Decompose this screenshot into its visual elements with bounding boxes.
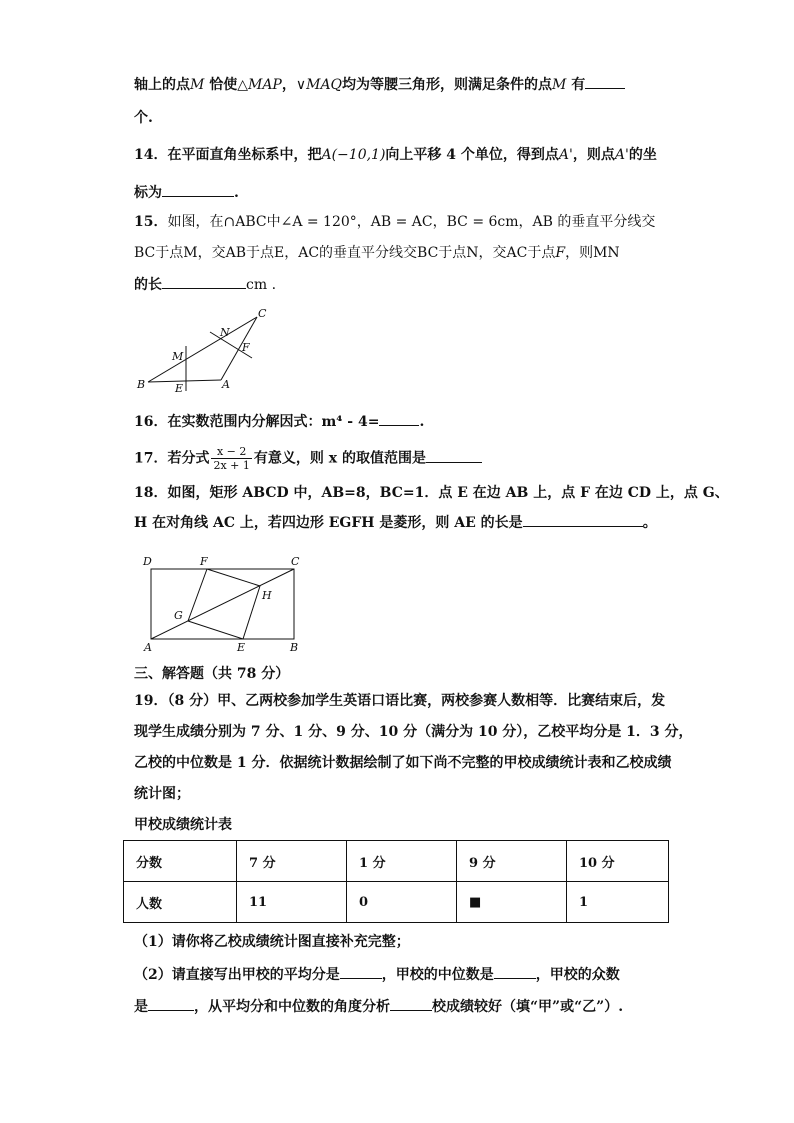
answer-blank[interactable]	[379, 411, 419, 426]
answer-blank[interactable]	[162, 182, 234, 197]
table-row	[124, 882, 669, 923]
label-g: G	[174, 609, 183, 622]
q13-triangle-maq: ∨MAQ	[295, 77, 343, 93]
score-table	[123, 840, 669, 923]
table-title: 甲校成绩统计表	[134, 817, 232, 833]
segment-eh	[243, 586, 260, 639]
q18-line1	[134, 483, 729, 503]
q16-text: 在实数范围内分解因式：m⁴ - 4=	[167, 414, 380, 430]
q16-number: 16．	[134, 414, 168, 430]
q19-text: ，从平均分和中位数的角度分析	[194, 999, 390, 1015]
q17-number: 17．	[134, 450, 168, 467]
label-a: A	[144, 641, 152, 654]
label-c: C	[291, 555, 300, 568]
q18-number: 18．	[134, 485, 168, 501]
q14-text: 向上平移 4 个单位，得到点	[385, 147, 559, 163]
q16-line	[134, 411, 424, 432]
q14-text: 在平面直角坐标系中，把	[167, 147, 322, 163]
segment-ge	[188, 621, 243, 639]
q19-line2: 现学生成绩分别为 7 分、1 分、9 分、10 分（满分为 10 分），乙校平均分是 1．3 分，	[134, 724, 693, 740]
q14-text: 的坐	[628, 147, 657, 163]
segment-bc	[148, 317, 257, 382]
q14-line1	[134, 145, 657, 165]
q15-unit: cm .	[246, 277, 277, 293]
fraction-denominator: 2x + 1	[213, 459, 250, 472]
table-cell: 10 分	[567, 841, 669, 882]
q19-text: （2）请直接写出甲校的平均分是	[134, 967, 340, 983]
q19-sub2	[134, 964, 620, 985]
q19-text: ，甲校的众数	[535, 967, 620, 983]
q15-var-f: F	[555, 245, 566, 261]
table-cell: 7 分	[237, 841, 347, 882]
answer-blank[interactable]	[494, 964, 536, 979]
q17-fraction	[211, 445, 251, 472]
q13-text: 均为等腰三角形，则满足条件的点	[342, 77, 553, 93]
q14-text: 标为	[134, 185, 162, 201]
q19-text: 是	[134, 999, 148, 1015]
q15-triangle-figure	[134, 305, 284, 395]
q13-triangle-map: △MAP	[237, 77, 282, 93]
q17-line	[134, 445, 482, 472]
answer-blank[interactable]	[523, 512, 643, 527]
diagonal-ac	[151, 569, 294, 639]
q13-line1	[134, 74, 625, 95]
label-c: C	[258, 307, 267, 320]
q14-line2	[134, 182, 239, 203]
q15-text: 如图，在∩ABC中∠A = 120°，AB = AC，BC = 6cm，AB 的垂直平分线交	[167, 214, 656, 230]
q14-point-a-prime: A'	[558, 147, 573, 163]
q13-text: 有	[571, 77, 586, 93]
label-b: B	[137, 378, 146, 391]
answer-blank[interactable]	[340, 964, 382, 979]
table-cell: 0	[347, 882, 457, 923]
label-a: A	[222, 378, 230, 391]
q19-text: 校成绩较好（填“甲”或“乙”）.	[432, 999, 624, 1015]
q13-var-m: M	[190, 77, 205, 93]
q19-text: ，甲校的中位数是	[381, 967, 494, 983]
q14-point-a: A(−10,1)	[321, 147, 386, 163]
q19-text: （8 分）甲、乙两校参加学生英语口语比赛，两校参赛人数相等．比赛结束后，发	[167, 693, 666, 709]
label-f: F	[200, 555, 208, 568]
q19-line4: 统计图；	[134, 786, 190, 802]
table-cell: 9 分	[457, 841, 567, 882]
q18-line2	[134, 512, 657, 533]
q19-sub1: （1）请你将乙校成绩统计图直接补充完整；	[134, 934, 410, 950]
q14-point-a-prime: A'	[614, 147, 629, 163]
q18-rectangle-figure	[138, 551, 308, 656]
q13-var-m: M	[552, 77, 567, 93]
q17-text: 若分式	[167, 450, 210, 467]
q19-line3: 乙校的中位数是 1 分．依据统计数据绘制了如下尚不完整的甲校成绩统计表和乙校成绩	[134, 755, 672, 771]
fraction-numerator: x − 2	[211, 445, 251, 459]
q14-end: .	[234, 185, 239, 201]
label-e: E	[237, 641, 246, 654]
label-b: B	[290, 641, 299, 654]
q17-text: 有意义，则 x 的取值范围是	[253, 450, 427, 467]
table-cell: 11	[237, 882, 347, 923]
label-n: N	[220, 326, 230, 339]
q15-line1	[134, 212, 655, 232]
q13-text: 轴上的点	[134, 77, 190, 93]
q15-line2	[134, 243, 620, 263]
table-cell: 分数	[124, 841, 237, 882]
table-cell: ■	[457, 882, 567, 923]
q14-number: 14．	[134, 147, 168, 163]
q19-sub3	[134, 996, 623, 1017]
segment-hf	[207, 569, 260, 586]
answer-blank[interactable]	[390, 996, 432, 1011]
label-h: H	[262, 589, 272, 602]
q18-text: H 在对角线 AC 上，若四边形 EGFH 是菱形，则 AE 的长是	[134, 515, 523, 531]
label-m: M	[172, 350, 184, 363]
table-cell: 1	[567, 882, 669, 923]
table-cell: 人数	[124, 882, 237, 923]
q15-line3	[134, 274, 276, 295]
q15-text: ，则MN	[565, 245, 620, 261]
q19-line1	[134, 691, 665, 711]
q15-number: 15．	[134, 214, 168, 230]
section-heading: 三、解答题（共 78 分）	[134, 666, 290, 682]
segment-ba	[148, 380, 221, 382]
table-cell: 1 分	[347, 841, 457, 882]
q13-line2: 个.	[134, 110, 153, 126]
q14-text: ，则点	[572, 147, 615, 163]
answer-blank[interactable]	[426, 448, 482, 463]
q15-text: 的长	[134, 277, 162, 293]
q13-comma: ，	[281, 77, 296, 93]
answer-blank[interactable]	[585, 74, 625, 89]
q19-number: 19．	[134, 693, 168, 709]
label-e: E	[175, 382, 184, 395]
label-f: F	[242, 341, 250, 354]
q15-text: BC于点M，交AB于点E，AC的垂直平分线交BC于点N，交AC于点	[134, 245, 556, 261]
answer-blank[interactable]	[148, 996, 194, 1011]
q18-text: 如图，矩形 ABCD 中，AB=8，BC=1．点 E 在边 AB 上，点 F 在边 CD 上，点 G、	[167, 485, 729, 501]
table-header-row	[124, 841, 669, 882]
q13-text: 恰使	[209, 77, 238, 93]
q16-end: .	[419, 414, 425, 430]
answer-blank[interactable]	[162, 274, 246, 289]
label-d: D	[143, 555, 152, 568]
q18-end: 。	[642, 515, 657, 531]
